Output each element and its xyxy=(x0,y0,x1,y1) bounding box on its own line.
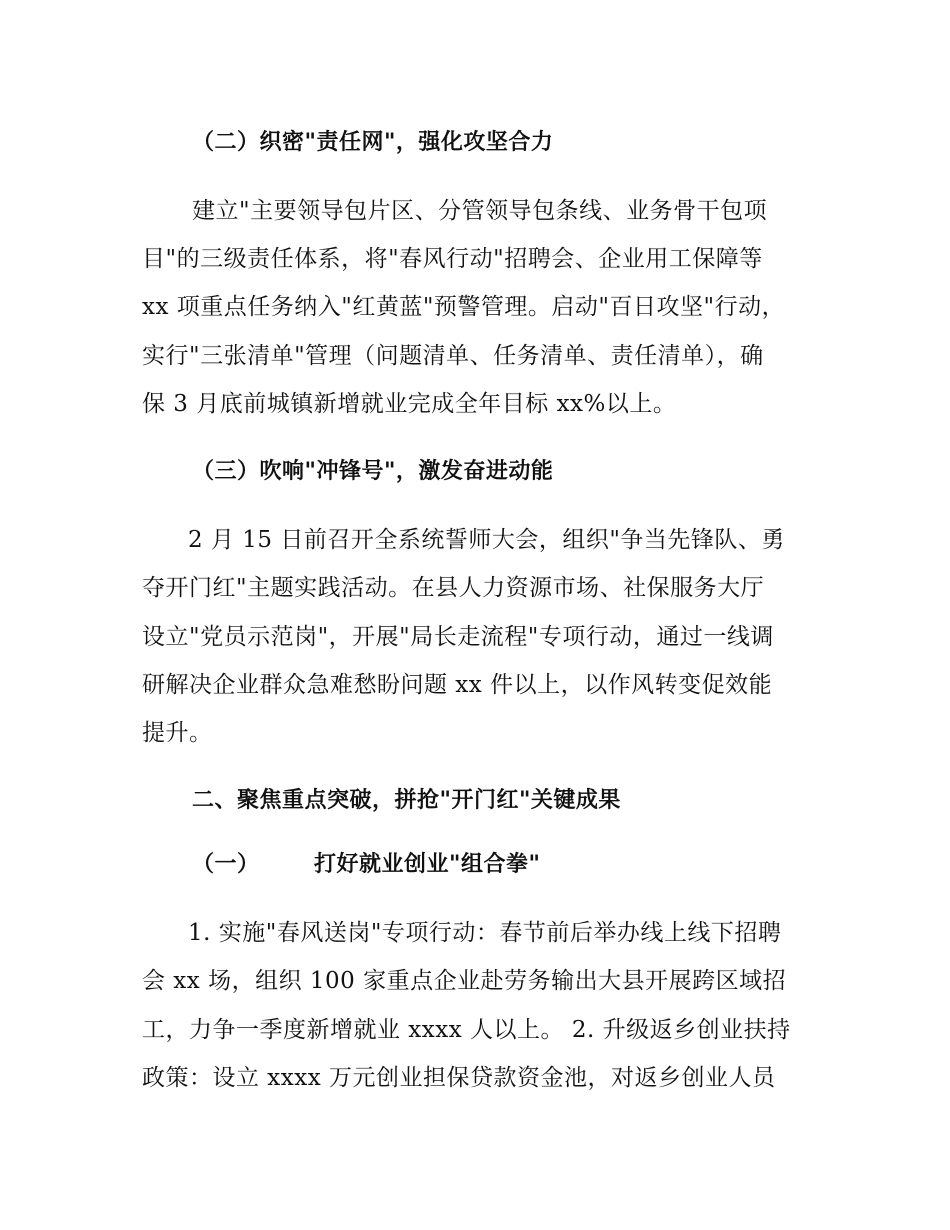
heading-section-2-3: （三）吹响"冲锋号"，激发奋进动能 xyxy=(192,459,554,484)
paragraph-line: 工，力争一季度新增就业 xxxx 人以上。 2. 升级返乡创业扶持 xyxy=(142,1017,791,1043)
paragraph-line: 2 月 15 日前召开全系统誓师大会，组织"争当先锋队、勇 xyxy=(188,527,785,553)
paragraph-line: 夺开门红"主题实践活动。在县人力资源市场、社保服务大厅 xyxy=(142,575,765,601)
paragraph-line: 政策：设立 xxxx 万元创业担保贷款资金池，对返乡创业人员 xyxy=(142,1065,776,1091)
paragraph-line: xx 项重点任务纳入"红黄蓝"预警管理。启动"百日攻坚"行动， xyxy=(142,294,786,320)
heading-section-2: 二、聚焦重点突破，拼抢"开门红"关键成果 xyxy=(192,788,621,813)
paragraph-line: 1. 实施"春风送岗"专项行动：春节前后举办线上线下招聘 xyxy=(188,920,782,946)
paragraph-line: 设立"党员示范岗"，开展"局长走流程"专项行动，通过一线调 xyxy=(142,624,774,650)
heading-number: （一） xyxy=(192,852,260,877)
paragraph-line: 保 3 月底前城镇新增就业完成全年目标 xx%以上。 xyxy=(142,391,677,417)
paragraph-line: 建立"主要领导包片区、分管领导包条线、业务骨干包项 xyxy=(192,198,768,224)
paragraph-line: 会 xx 场，组织 100 家重点企业赴劳务输出大县开展跨区域招 xyxy=(142,968,787,994)
paragraph-line: 实行"三张清单"管理（问题清单、任务清单、责任清单），确 xyxy=(142,343,764,369)
paragraph-line: 目"的三级责任体系，将"春风行动"招聘会、企业用工保障等 xyxy=(142,246,763,272)
heading-section-2-1 xyxy=(192,850,540,880)
paragraph-line: 研解决企业群众急难愁盼问题 xx 件以上，以作风转变促效能 xyxy=(142,672,773,698)
heading-section-2-2: （二）织密"责任网"，强化攻坚合力 xyxy=(192,130,554,155)
paragraph-line: 提升。 xyxy=(142,720,213,746)
heading-title: 打好就业创业"组合拳" xyxy=(314,852,541,877)
